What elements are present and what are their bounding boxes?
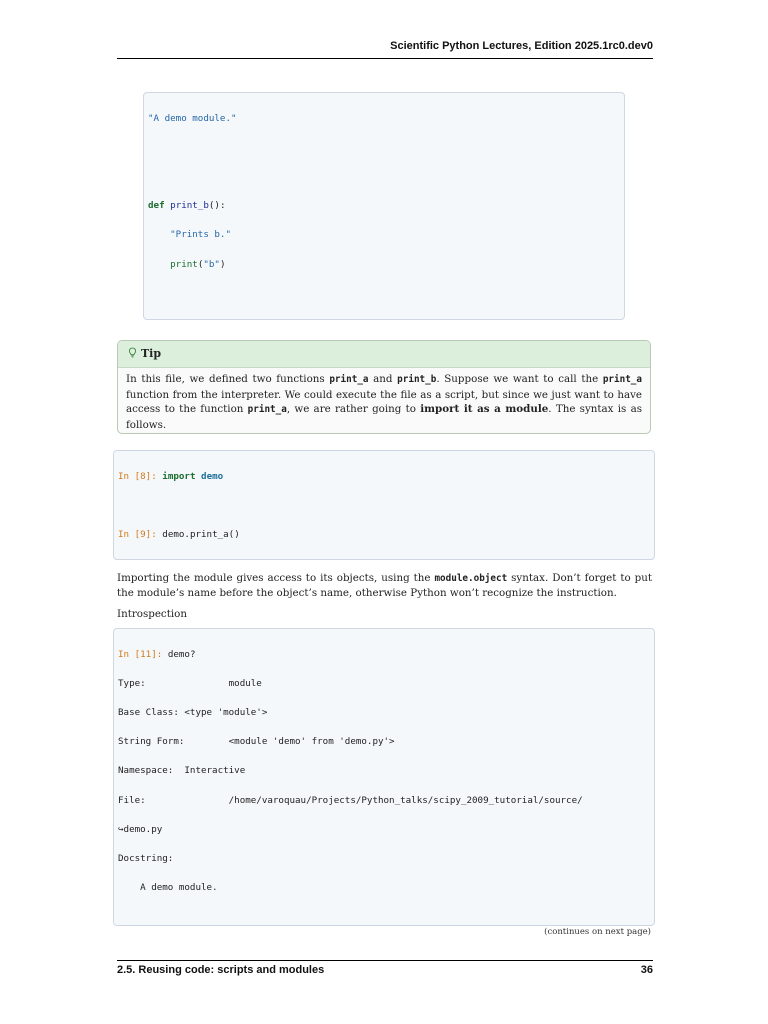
function-docstring: "Prints b." <box>170 229 231 241</box>
tip-text: . The syntax is as follows. <box>126 403 643 431</box>
call-args: ("b") <box>197 258 226 270</box>
input-prompt: In [9]: <box>118 528 157 540</box>
code-block-demo-module <box>143 92 625 320</box>
continues-note: (continues on next page) <box>544 927 651 937</box>
code-output: File: /home/varoquau/Projects/Python_talks/scipy_2009_tutorial/source/ <box>118 794 583 806</box>
tip-text: In this file, we defined two functions <box>126 373 330 385</box>
code-line <box>118 470 654 485</box>
input-prompt: In [11]: <box>118 648 163 660</box>
code-line <box>148 112 624 127</box>
inline-code: print_a <box>329 374 369 385</box>
paragraph-text: syntax. Don’t forget to put the module’s name before the object’s name, otherwise Python won’t recognize the instruction. <box>117 572 652 599</box>
code-input: demo? <box>167 648 196 660</box>
body-paragraph <box>117 571 652 601</box>
code-block-introspection <box>113 628 655 926</box>
input-prompt: In [8]: <box>118 470 157 482</box>
running-header <box>117 40 653 59</box>
code-output: Base Class: <type 'module'> <box>118 706 268 718</box>
docstring: "A demo module." <box>148 112 237 124</box>
code-line <box>148 228 624 243</box>
tip-header <box>118 341 650 368</box>
tip-body <box>118 368 650 432</box>
footer-section: 2.5. Reusing code: scripts and modules <box>117 964 325 976</box>
builtin-print: print <box>170 258 198 270</box>
code-output: String Form: <module 'demo' from 'demo.py'> <box>118 736 395 748</box>
inline-code: print_b <box>397 374 437 385</box>
tip-title: Tip <box>141 347 162 360</box>
code-output: Type: module <box>118 677 262 689</box>
paragraph-text: Importing the module gives access to its objects, using the <box>117 572 435 584</box>
code-block-import-demo <box>113 450 655 560</box>
code-output: A demo module. <box>118 882 218 894</box>
code-line <box>148 258 624 273</box>
inline-code: module.object <box>434 573 508 584</box>
tip-text: function from the interpreter. We could execute the file as a script, but since we just want to have access to the function <box>126 388 642 416</box>
keyword-def: def <box>148 200 165 212</box>
lightbulb-icon <box>128 347 137 358</box>
introspection-label: Introspection <box>117 608 187 620</box>
code-output: Namespace: Interactive <box>118 765 246 777</box>
inline-code: print_a <box>247 404 287 416</box>
page-number: 36 <box>640 964 653 976</box>
code-output <box>118 557 654 560</box>
tip-admonition <box>117 340 651 434</box>
code-line <box>118 648 654 663</box>
module-name: demo <box>201 470 224 482</box>
running-header-title: Scientific Python Lectures, Edition 2025.1rc0.dev0 <box>390 40 653 52</box>
running-footer <box>117 960 653 976</box>
tip-text: and <box>368 373 398 385</box>
function-name: print_b <box>170 200 209 212</box>
code-output: Docstring: <box>118 852 174 864</box>
keyword-import: import <box>162 470 196 482</box>
code-input: demo.print_a() <box>162 528 240 540</box>
inline-code: print_a <box>602 374 642 385</box>
code-line <box>118 528 654 543</box>
tip-text: . Suppose we want to call the <box>436 373 603 385</box>
bold-text: import it as a module <box>420 403 549 416</box>
code-output: ↪demo.py <box>118 823 163 835</box>
signature: (): <box>208 200 226 212</box>
code-line <box>148 199 624 214</box>
tip-text: , we are rather going to <box>286 403 421 416</box>
